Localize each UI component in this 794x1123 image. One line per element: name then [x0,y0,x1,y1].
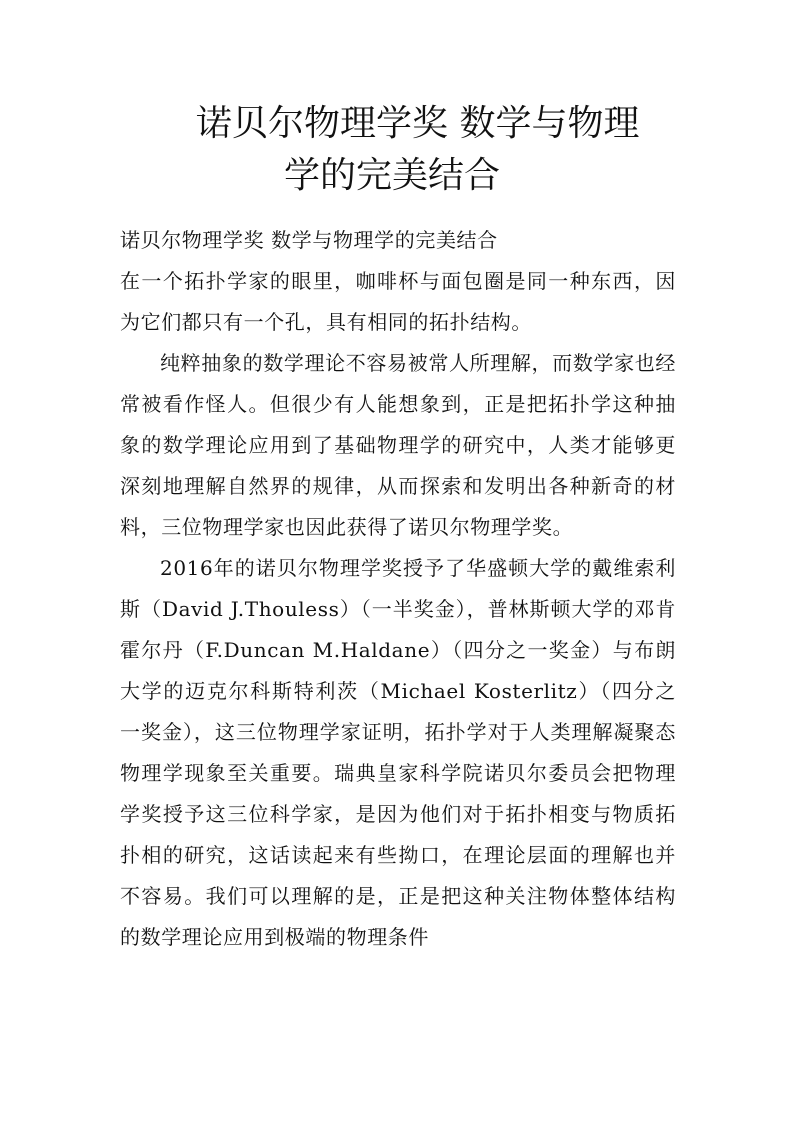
body-paragraph: 纯粹抽象的数学理论不容易被常人所理解，而数学家也经常被看作怪人。但很少有人能想象到，正是把拓扑学这种抽象的数学理论应用到了基础物理学的研究中，人类才能够更深刻地理解自然界的规律，从而探索和发明出各种新奇的材料，三位物理学家也因此获得了诺贝尔物理学奖。 [120,351,676,539]
subtitle-paragraph: 诺贝尔物理学奖 数学与物理学的完美结合 [120,228,498,252]
intro-paragraph: 在一个拓扑学家的眼里，咖啡杯与面包圈是同一种东西，因为它们都只有一个孔，具有相同的拓扑结构。 [120,269,676,334]
title-line-1: 诺贝尔物理学奖 数学与物理 [196,103,640,144]
body-paragraph: 2016年的诺贝尔物理学奖授予了华盛顿大学的戴维索利斯（David J.Thouless）（一半奖金），普林斯顿大学的邓肯霍尔丹（F.Duncan M.Haldane）（四分之一奖金）与布朗大学的迈克尔科斯特利茨（Michael Kosterlitz）（四分之一奖金），这三位物理学家证明，拓扑学对于人类理解凝聚态物理学现象至关重要。瑞典皇家科学院诺贝尔委员会把物理学奖授予这三位科学家，是因为他们对于拓扑相变与物质拓扑相的研究，这话读起来有些拗口，在理论层面的理解也并不容易。我们可以理解的是，正是把这种关注物体整体结构的数学理论应用到极端的物理条件 [120,556,676,949]
document-title [196,98,676,202]
document-body [120,220,676,958]
title-line-2: 学的完美结合 [284,155,501,196]
